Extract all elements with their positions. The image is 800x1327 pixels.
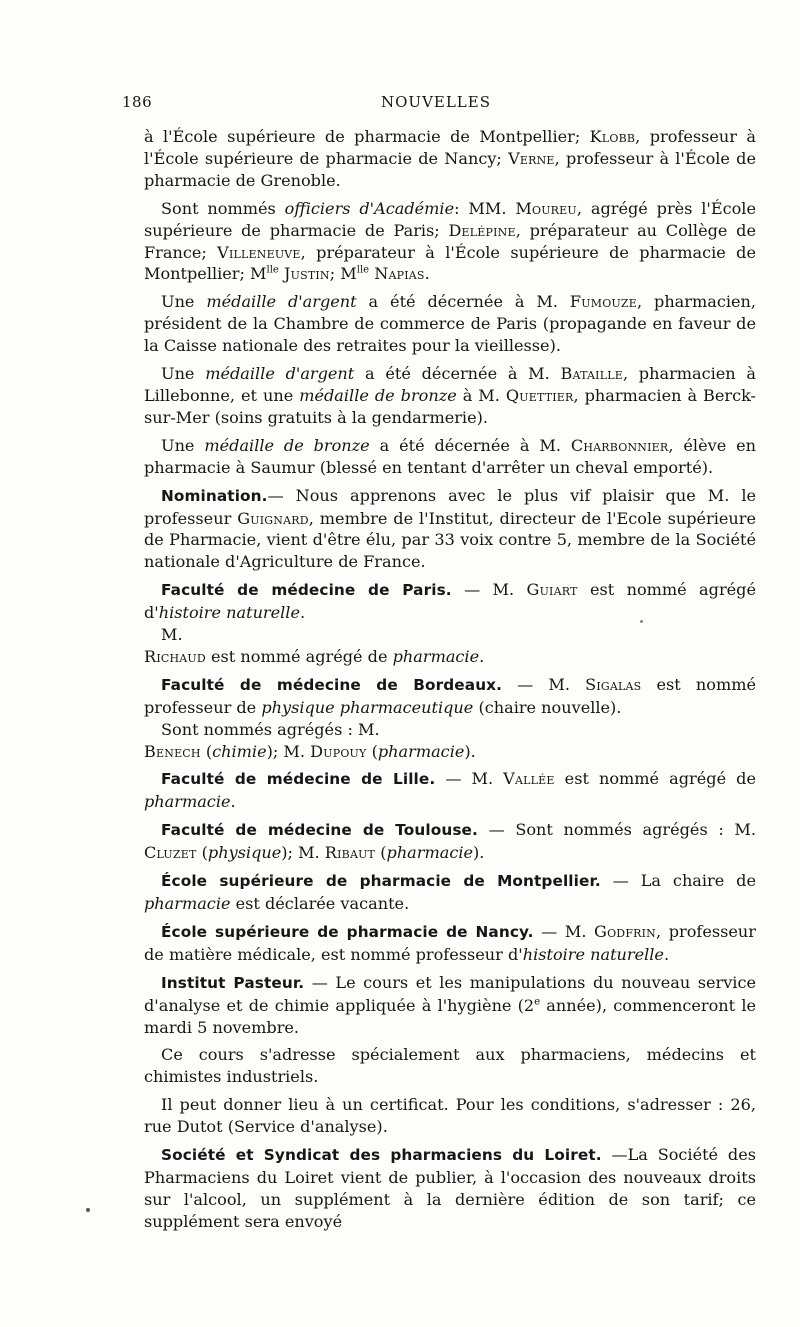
paragraph — [144, 198, 756, 286]
italic-term: officiers d'Académie — [284, 198, 455, 218]
paragraph — [144, 363, 756, 429]
person-name: Bataille — [560, 364, 623, 384]
section-heading: Faculté de médecine de Paris. — [161, 581, 452, 600]
italic-term: pharmacie — [144, 792, 231, 812]
text-run: . — [424, 264, 430, 284]
text-run: est nommé agrégé d' — [144, 580, 757, 623]
person-name: Dupouy — [310, 741, 367, 761]
italic-term: chimie — [212, 741, 267, 761]
text-run: ). — [464, 741, 476, 761]
paragraph — [144, 1044, 756, 1088]
text-run: , professeur de matière médicale, est nommé professeur d' — [144, 921, 756, 964]
paragraph — [144, 768, 756, 813]
person-name: Justin — [283, 264, 330, 284]
paragraph — [144, 921, 756, 966]
text-run: . — [663, 944, 670, 964]
page-speck — [86, 1208, 90, 1212]
article-body — [144, 126, 756, 1239]
italic-term: médaille de bronze — [204, 435, 370, 455]
person-name: Villeneuve — [217, 242, 301, 262]
page-number: 186 — [122, 93, 153, 111]
text-run: Une — [161, 364, 206, 384]
person-name: Fumouze — [569, 292, 637, 312]
paragraph — [144, 435, 756, 479]
italic-term: physique pharmaceutique — [261, 697, 474, 717]
person-name: Napias — [374, 264, 425, 284]
page-speck — [640, 620, 643, 623]
section-heading: Faculté de médecine de Bordeaux. — [161, 675, 503, 694]
text-run: — La chaire de — [600, 871, 756, 891]
text-run: , professeur à l'École de pharmacie de Grenoble. — [144, 148, 756, 190]
text-run: — Le cours et les manipulations du nouveau service d'analyse et de chimie appliquée à l'hygiène (2 — [144, 972, 756, 1015]
running-title: NOUVELLES — [381, 93, 491, 111]
text-run: est nommé professeur de — [144, 674, 756, 717]
person-name: Quettier — [505, 385, 574, 405]
section-heading: École supérieure de pharmacie de Nancy. — [161, 922, 534, 941]
text-run: , préparateur au Collège de France; — [144, 220, 756, 262]
text-run: année), commenceront le mardi 5 novembre. — [144, 995, 757, 1037]
text-run: , élève en pharmacie à Saumur (blessé en tentant d'arrêter un cheval emporté). — [144, 435, 756, 477]
text-run: a été décernée à M. — [356, 292, 570, 312]
text-run: — Sont nommés agrégés : M. — [477, 820, 756, 840]
paragraph — [144, 972, 756, 1039]
text-run: Une — [161, 292, 207, 312]
paragraph — [144, 485, 756, 574]
paragraph — [144, 870, 756, 915]
italic-term: médaille d'argent — [206, 292, 357, 312]
person-name: Sigalas — [585, 674, 642, 694]
line-start: Sont nommés agrégés : M. — [161, 719, 380, 739]
text-run: a été décernée à M. — [354, 364, 561, 384]
text-run: ( — [366, 741, 378, 761]
text-run: : MM. — [454, 198, 516, 218]
text-run: . — [230, 792, 236, 812]
person-name: Ribaut — [324, 843, 376, 863]
text-run: ( — [375, 843, 387, 863]
text-run: est nommé agrégé de — [554, 769, 756, 789]
section-heading: Nomination. — [161, 486, 268, 505]
paragraph — [144, 126, 756, 192]
text-run: ; M — [329, 264, 357, 284]
text-run: est déclarée vacante. — [230, 894, 410, 913]
text-run: , pharmacien à Berck-sur-Mer (soins gratuits à la gendarmerie). — [144, 385, 756, 427]
paragraph — [144, 674, 756, 763]
italic-term: histoire naturelle — [158, 603, 300, 623]
person-name: Klobb — [589, 127, 636, 146]
person-name: Guignard — [237, 508, 309, 528]
text-run: , professeur à l'École supérieure de pharmacie de Nancy; — [144, 127, 756, 168]
italic-term: pharmacie — [392, 646, 480, 666]
italic-term: histoire naturelle — [522, 944, 664, 964]
text-run: a été décernée à M. — [369, 435, 571, 455]
italic-term: médaille d'argent — [205, 364, 355, 384]
text-run: , pharmacien, président de la Chambre de commerce de Paris (propagande en faveur de la Caisse nationale des retraites pour la vieillesse). — [144, 292, 756, 356]
text-run: ). — [473, 843, 485, 863]
person-name: Vallée — [503, 769, 555, 789]
running-header — [122, 93, 750, 115]
italic-term: médaille de bronze — [299, 385, 457, 405]
text-run: Il peut donner lieu à un certificat. Pour les conditions, s'adresser : 26, rue Dutot (Service d'analyse). — [144, 1095, 756, 1137]
text-run: ( — [200, 741, 213, 761]
paragraph — [144, 291, 756, 357]
text-run: , agrégé près l'École supérieure de pharmacie de Paris; — [144, 198, 756, 240]
text-run: — M. — [435, 769, 504, 789]
text-run: — Nous apprenons avec le plus vif plaisir que M. le professeur — [144, 485, 756, 528]
text-run: , membre de l'Institut, directeur de l'Ecole supérieure de Pharmacie, vient d'être élu, par 33 voix contre 5, membre de la Société nationale d'Agriculture de France. — [144, 508, 756, 572]
italic-term: pharmacie — [386, 843, 474, 863]
section-heading: Société et Syndicat des pharmaciens du Loiret. — [161, 1146, 602, 1165]
paragraph — [144, 1144, 756, 1233]
text-run: est nommé agrégé de — [205, 646, 393, 666]
section-heading: Faculté de médecine de Toulouse. — [161, 821, 478, 840]
text-run: , pharmacien à Lillebonne, et une — [144, 364, 757, 405]
text-run: — M. — [451, 580, 527, 600]
superscript: lle — [356, 265, 370, 277]
text-run: . — [479, 646, 485, 666]
person-name: Cluzet — [144, 843, 197, 863]
text-run: ( — [196, 843, 208, 863]
text-run: — M. — [502, 674, 586, 694]
text-run: (chaire nouvelle). — [473, 697, 622, 717]
text-run: Sont nommés — [161, 198, 285, 218]
person-name: Delépine — [448, 220, 516, 240]
text-run: . — [299, 603, 306, 623]
italic-term: physique — [207, 843, 282, 863]
paragraph — [144, 1094, 756, 1138]
line-start: M. — [161, 625, 183, 645]
superscript: lle — [266, 265, 279, 277]
person-name: Richaud — [144, 646, 206, 666]
text-run: —La Société des Pharmaciens du Loiret vient de publier, à l'occasion des nouveaux droits sur l'alcool, un supplément à la dernière édition de son tarif; ce supplément sera envoyé — [144, 1145, 756, 1231]
text-run: , préparateur à l'École supérieure de pharmacie de Montpellier; M — [144, 242, 756, 284]
section-heading: École supérieure de pharmacie de Montpellier. — [161, 872, 601, 891]
text-run: ); M. — [266, 741, 311, 761]
italic-term: pharmacie — [144, 894, 231, 913]
person-name: Moureu — [515, 198, 577, 218]
text-run: à M. — [456, 385, 506, 405]
person-name: Verne — [508, 148, 555, 168]
paragraph — [144, 819, 756, 864]
text-run: Ce cours s'adresse spécialement aux pharmaciens, médecins et chimistes industriels. — [144, 1045, 756, 1087]
text-run: Une — [161, 435, 205, 455]
person-name: Guiart — [526, 580, 578, 600]
text-run: — M. — [533, 921, 595, 941]
section-heading: Institut Pasteur. — [161, 973, 305, 992]
paragraph — [144, 579, 756, 668]
superscript: e — [534, 996, 541, 1008]
italic-term: pharmacie — [377, 741, 465, 761]
section-heading: Faculté de médecine de Lille. — [161, 770, 436, 789]
text-run: à l'École supérieure de pharmacie de Montpellier; — [144, 127, 590, 146]
text-run: ); M. — [281, 843, 325, 863]
person-name: Benech — [144, 741, 201, 761]
person-name: Charbonnier — [570, 435, 669, 455]
person-name: Godfrin — [594, 921, 657, 941]
